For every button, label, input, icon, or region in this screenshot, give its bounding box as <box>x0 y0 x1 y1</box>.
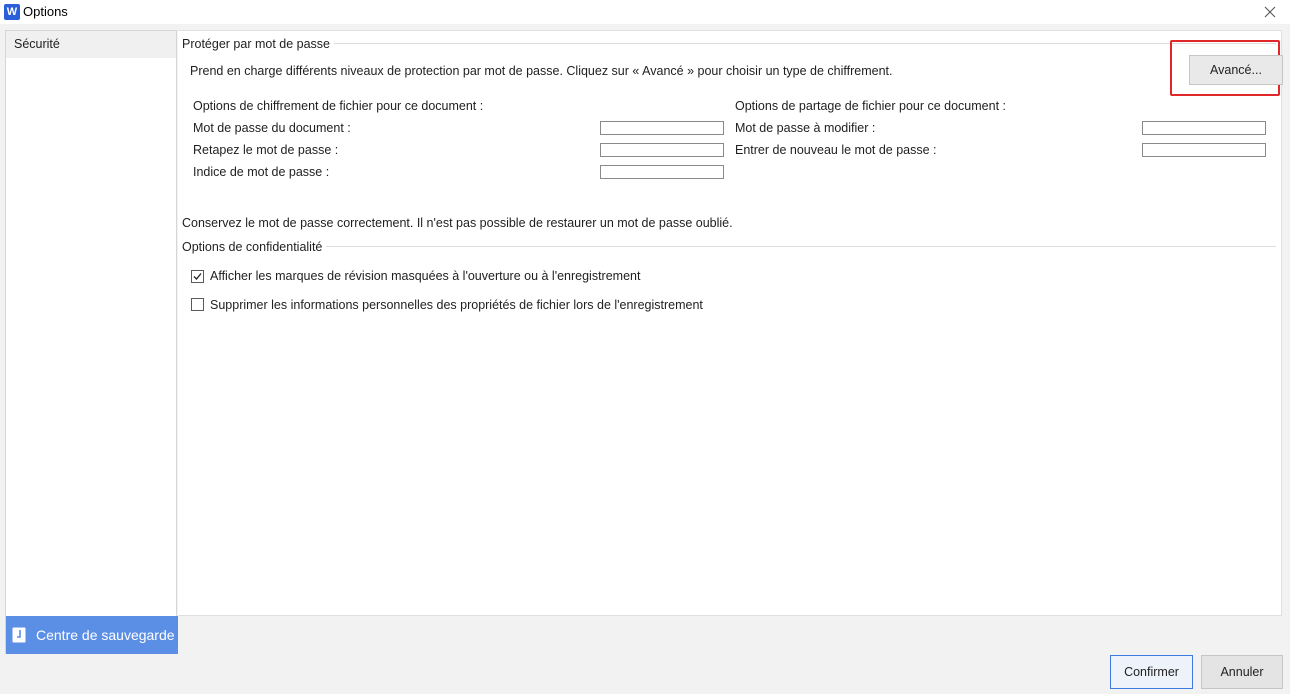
window-edge <box>1284 24 1290 694</box>
advanced-button[interactable]: Avancé... <box>1189 55 1283 85</box>
confirm-button[interactable]: Confirmer <box>1110 655 1193 689</box>
reenter-password-label: Entrer de nouveau le mot de passe : <box>735 143 937 157</box>
remove-personal-info-checkbox[interactable] <box>191 298 204 311</box>
show-revision-marks-checkbox[interactable] <box>191 270 204 283</box>
title-bar <box>0 0 1290 24</box>
cancel-button[interactable]: Annuler <box>1201 655 1283 689</box>
sharing-options-heading: Options de partage de fichier pour ce document : <box>735 99 1006 113</box>
checkmark-icon <box>193 272 202 281</box>
document-password-input[interactable] <box>600 121 724 135</box>
backup-center-label: Centre de sauvegarde <box>36 627 175 643</box>
privacy-group-divider <box>182 246 1276 247</box>
privacy-section-title: Options de confidentialité <box>182 239 326 255</box>
retype-password-label: Retapez le mot de passe : <box>193 143 339 157</box>
password-group-divider <box>182 43 1276 44</box>
password-hint-input[interactable] <box>600 165 724 179</box>
close-button[interactable] <box>1258 2 1282 22</box>
sidebar-item-securite[interactable] <box>6 31 176 58</box>
main-panel <box>178 30 1282 616</box>
reenter-password-input[interactable] <box>1142 143 1266 157</box>
modify-password-label: Mot de passe à modifier : <box>735 121 876 135</box>
password-description: Prend en charge différents niveaux de protection par mot de passe. Cliquez sur « Avancé » pour choisir un type de chiffrement. <box>190 64 893 78</box>
show-revision-marks-label[interactable]: Afficher les marques de révision masquées à l'ouverture ou à l'enregistrement <box>210 269 641 283</box>
document-password-label: Mot de passe du document : <box>193 121 351 135</box>
password-hint-label: Indice de mot de passe : <box>193 165 330 179</box>
modify-password-input[interactable] <box>1142 121 1266 135</box>
encryption-options-heading: Options de chiffrement de fichier pour ce document : <box>193 99 484 113</box>
window-title: Options <box>23 4 68 19</box>
password-warning: Conservez le mot de passe correctement. Il n'est pas possible de restaurer un mot de passe oublié. <box>182 216 733 230</box>
retype-password-input[interactable] <box>600 143 724 157</box>
close-icon <box>1264 6 1276 18</box>
password-section-title: Protéger par mot de passe <box>182 36 334 52</box>
backup-center-button[interactable] <box>6 616 178 654</box>
remove-personal-info-label[interactable]: Supprimer les informations personnelles des propriétés de fichier lors de l'enregistrement <box>210 298 703 312</box>
sidebar <box>5 30 177 654</box>
writer-app-icon: W <box>4 4 20 20</box>
backup-document-icon <box>12 627 26 643</box>
sidebar-item-label: Sécurité <box>14 37 60 51</box>
